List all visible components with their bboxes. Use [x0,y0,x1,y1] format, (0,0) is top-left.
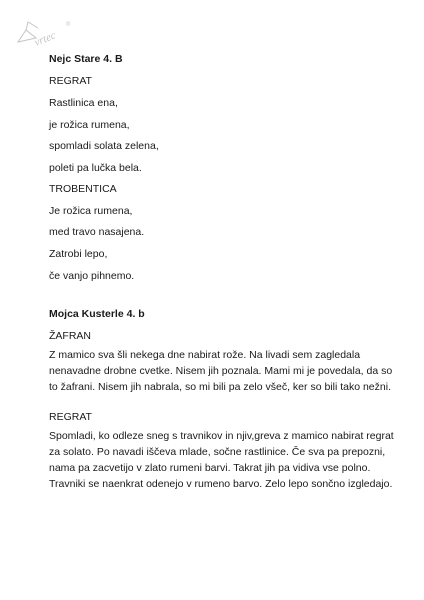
poem-line: je rožica rumena, [49,119,130,131]
author-heading-1: Nejc Stare 4. B [49,53,123,65]
poem-line: Je rožica rumena, [49,205,133,217]
poem-line: Zatrobi lepo, [49,248,108,260]
story-title-zafran: ŽAFRAN [49,330,91,342]
svg-text:vrtec: vrtec [32,29,58,49]
poem-line: spomladi solata zelena, [49,140,159,152]
story-paragraph-zafran: Z mamico sva šli nekega dne nabirat rože. Na livadi sem zagledala nenavadne drobne cvetke. Nisem jih poznala. Mami mi je povedala, da so to žafrani. Nisem jih nabrala, so mi bili pa zelo všeč, ker so bili tako nežni. [49,349,393,393]
author-heading-2: Mojca Kusterle 4. b [49,308,145,320]
svg-text:®: ® [66,22,71,28]
poem-line: če vanjo pihnemo. [49,270,135,282]
story-paragraph-regrat: Spomladi, ko odleze sneg s travnikov in njiv,greva z mamico nabirat regrat za solato. Po navadi iščeva mlade, sočne rastlinice. Če sva pa prepozni, nama pa zacvetijo v zlato rumeni barvi. Takrat jih pa vidiva vse polno. Travniki se naenkrat odenejo v rumeno barvo. Zelo lepo sončno izgledajo. [49,430,394,490]
poem-line: Rastlinica ena, [49,97,118,109]
poem-title-trobentica: TROBENTICA [49,183,117,195]
document-page [49,0,394,600]
poem-line: med travo nasajena. [49,226,145,238]
poem-line: poleti pa lučka bela. [49,162,142,174]
poem-title-regrat: REGRAT [49,75,92,87]
story-title-regrat: REGRAT [49,411,92,423]
